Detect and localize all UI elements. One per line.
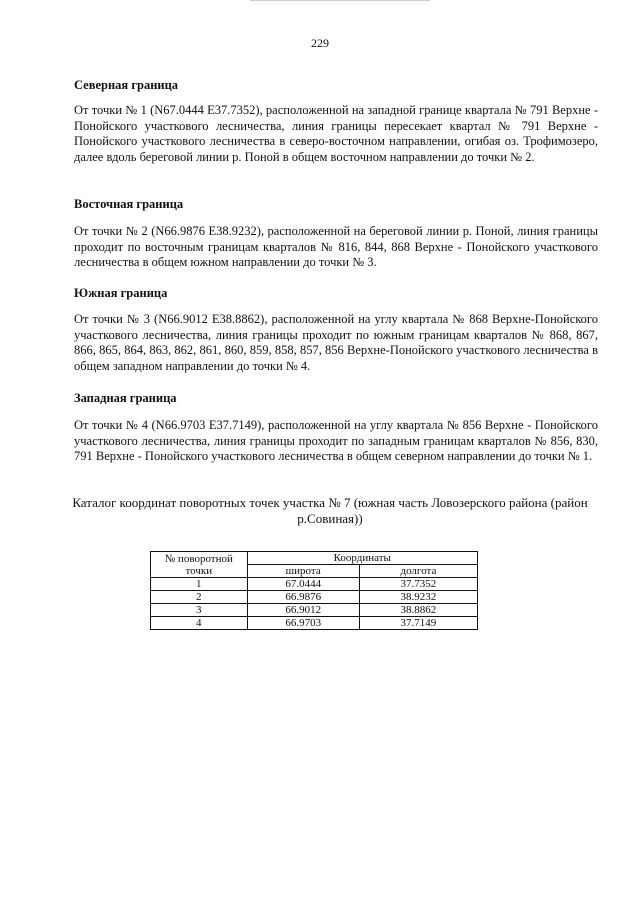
north-boundary-heading: Северная граница [74, 78, 179, 92]
west-boundary-text: От точки № 4 (N66.9703 E37.7149), расположенной на углу квартала № 856 Верхне - Понойского участкового лесничества, линия границы проходит по западным границам кварталов № 856, 830, 791 Верхне - Понойского участкового лесничества в общем северном направлении до точки № 1. [74, 418, 598, 463]
table-row [151, 591, 478, 604]
top-rule [250, 0, 430, 1]
coordinates-table [150, 551, 478, 630]
cell-longitude: 37.7149 [359, 617, 477, 630]
cell-point: 2 [151, 591, 248, 604]
cell-longitude: 37.7352 [359, 578, 477, 591]
header-coordinates: Координаты [247, 552, 477, 565]
east-boundary-text: От точки № 2 (N66.9876 E38.9232), расположенной на береговой линии р. Поной, линия границы проходит по восточным границам кварталов № 816, 844, 868 Верхне - Понойского участкового лесничества в общем южном направлении до точки № 3. [74, 224, 598, 269]
table-row [151, 604, 478, 617]
table-row [151, 617, 478, 630]
cell-latitude: 66.9876 [247, 591, 359, 604]
table-row [151, 578, 478, 591]
cell-point: 3 [151, 604, 248, 617]
east-boundary-heading: Восточная граница [74, 197, 184, 211]
cell-point: 4 [151, 617, 248, 630]
cell-latitude: 66.9703 [247, 617, 359, 630]
north-boundary-text: От точки № 1 (N67.0444 E37.7352), расположенной на западной границе квартала № 791 Верхне - Понойского участкового лесничества, линия границы пересекает квартал № 791 Верхне - Понойского участкового лесничества в северо-восточном направлении, огибая оз. Трофимозеро, далее вдоль береговой линии р. Поной в общем восточном направлении до точки № 2. [74, 103, 598, 164]
cell-latitude: 67.0444 [247, 578, 359, 591]
south-boundary-text: От точки № 3 (N66.9012 E38.8862), расположенной на углу квартала № 868 Верхне-Понойского участкового лесничества, линия границы проходит по южным границам кварталов № 868, 867, 866, 865, 864, 863, 862, 861, 860, 859, 858, 857, 856 Верхне-Понойского участкового лесничества в общем западном направлении до точки № 4. [74, 312, 598, 373]
cell-longitude: 38.9232 [359, 591, 477, 604]
table-header-row [151, 552, 478, 565]
south-boundary-heading: Южная граница [74, 286, 168, 300]
catalog-title: Каталог координат поворотных точек участка № 7 (южная часть Ловозерского района (район р.Совиная)) [72, 495, 588, 526]
header-longitude: долгота [359, 565, 477, 578]
page-number: 229 [311, 36, 329, 50]
cell-latitude: 66.9012 [247, 604, 359, 617]
west-boundary-heading: Западная граница [74, 391, 177, 405]
cell-longitude: 38.8862 [359, 604, 477, 617]
header-point-number: № поворотной точки [151, 552, 248, 578]
cell-point: 1 [151, 578, 248, 591]
header-latitude: широта [247, 565, 359, 578]
